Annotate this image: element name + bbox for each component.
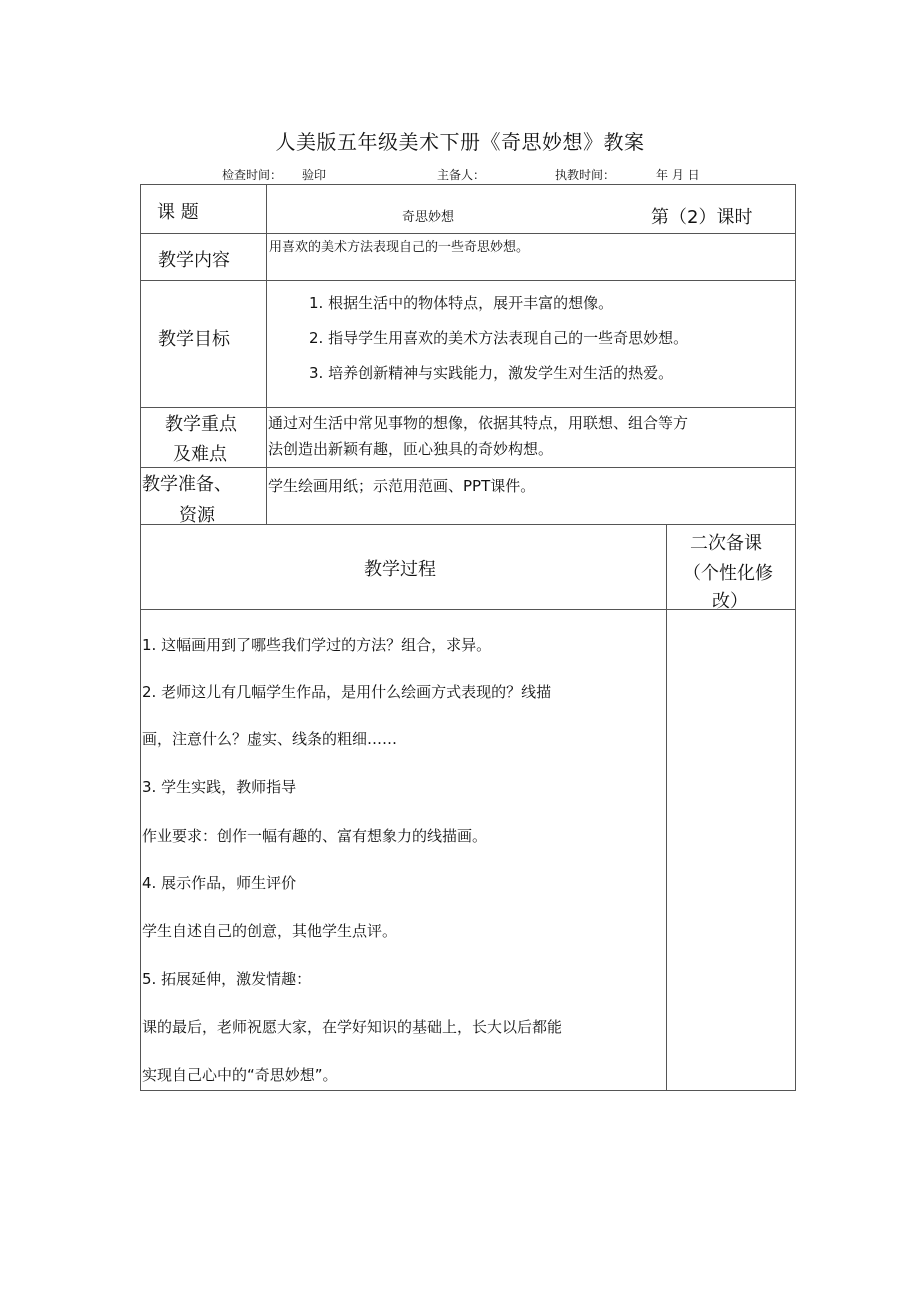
document-title: 人美版五年级美术下册《奇思妙想》教案	[275, 130, 645, 154]
process-line: 课的最后，老师祝愿大家，在学好知识的基础上，长大以后都能	[142, 1018, 563, 1036]
check-time-label: 检查时间：	[222, 168, 283, 182]
key-points-label-2: 及难点	[173, 444, 227, 465]
key-points-label: 教学重点	[165, 414, 237, 435]
process-line: 画，注意什么？虚实、线条的粗细……	[142, 730, 398, 748]
topic-value: 奇思妙想	[402, 210, 455, 225]
objective-item: 2. 指导学生用喜欢的美术方法表现自己的一些奇思妙想。	[309, 329, 689, 347]
objective-item: 1. 根据生活中的物体特点，展开丰富的想像。	[309, 294, 614, 312]
content-value: 用喜欢的美术方法表现自己的一些奇思妙想。	[269, 240, 530, 255]
key-points-text: 通过对生活中常见事物的想像，依据其特点，用联想、组合等方	[268, 414, 689, 432]
process-line: 2. 老师这儿有几幅学生作品，是用什么绘画方式表现的？线描	[142, 683, 552, 701]
process-line: 5. 拓展延伸，激发情趣：	[142, 970, 312, 988]
process-header: 教学过程	[364, 559, 436, 580]
second-prep-label: 二次备课	[690, 533, 762, 554]
grid-line	[795, 184, 796, 1091]
grid-line	[140, 233, 796, 234]
process-line: 学生自述自己的创意，其他学生点评。	[142, 922, 398, 940]
second-prep-label-2: （个性化修	[683, 563, 773, 584]
teach-time-label: 执教时间：	[555, 168, 616, 182]
grid-line	[140, 407, 796, 408]
grid-line	[140, 467, 796, 468]
date-label: 年 月 日	[656, 168, 700, 182]
grid-line	[266, 184, 267, 525]
content-label: 教学内容	[158, 250, 230, 271]
process-line: 作业要求：创作一幅有趣的、富有想象力的线描画。	[142, 827, 488, 845]
preparation-label-2: 资源	[179, 505, 215, 526]
grid-line	[140, 184, 796, 185]
objectives-label: 教学目标	[158, 329, 230, 350]
process-line: 4. 展示作品，师生评价	[142, 874, 297, 892]
grid-line	[140, 609, 796, 610]
grid-line	[140, 280, 796, 281]
process-line: 实现自己心中的“奇思妙想”。	[142, 1066, 338, 1084]
verify-label: 验印	[302, 168, 327, 182]
process-line: 1. 这幅画用到了哪些我们学过的方法？组合，求异。	[142, 636, 492, 654]
key-points-text-2: 法创造出新颖有趣，匝心独具的奇妙构想。	[268, 440, 554, 458]
grid-line	[140, 1090, 796, 1091]
second-prep-label-3: 改）	[712, 591, 748, 612]
grid-line	[666, 524, 667, 1091]
topic-label: 课 题	[157, 202, 199, 223]
objective-item: 3. 培养创新精神与实践能力，激发学生对生活的热爱。	[309, 364, 674, 382]
grid-line	[140, 184, 141, 1091]
process-line: 3. 学生实践，教师指导	[142, 778, 297, 796]
preparer-label: 主备人：	[437, 168, 486, 182]
grid-line	[140, 524, 796, 525]
preparation-label: 教学准备、	[142, 474, 232, 495]
preparation-value: 学生绘画用纸；示范用范画、PPT课件。	[268, 477, 536, 495]
lesson-number: 第（2）课时	[651, 207, 753, 228]
